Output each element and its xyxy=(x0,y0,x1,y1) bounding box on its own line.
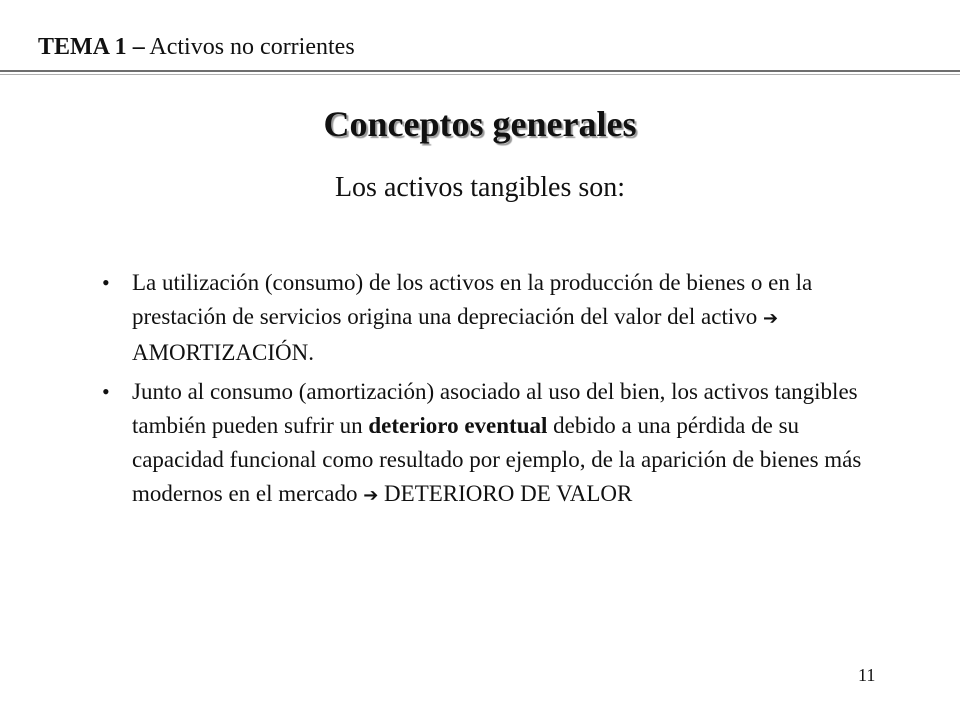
topic-number: TEMA 1 xyxy=(38,34,127,60)
right-arrow-icon: ➔ xyxy=(363,485,379,506)
header-rule-thin xyxy=(0,74,960,75)
bullet-text-continued: debido a una pérdida de su capacidad funcional como resultado por ejemplo, de la aparición de bienes más modernos en el mercado xyxy=(132,413,862,506)
page-number: 11 xyxy=(858,665,876,685)
bullet-result: AMORTIZACIÓN. xyxy=(132,340,314,365)
slide-subtitle: Los activos tangibles son: xyxy=(334,172,626,203)
slide-title: Conceptos generales xyxy=(323,104,637,144)
right-arrow-icon: ➔ xyxy=(762,308,779,329)
header-rule xyxy=(0,70,960,72)
bullet-dot: • xyxy=(102,270,110,295)
bullet-dot: • xyxy=(102,379,110,404)
bullet-text: Junto al consumo (amortización) asociado al uso del bien, los activos tangibles también pueden sufrir un xyxy=(132,379,858,438)
bullet-list xyxy=(96,266,886,518)
topic-name: Activos no corrientes xyxy=(149,34,355,60)
bullet-result: DETERIORO DE VALOR xyxy=(384,481,633,506)
header-dash: – xyxy=(132,34,145,60)
bullet-item xyxy=(96,375,886,513)
bullet-text: La utilización (consumo) de los activos en la producción de bienes o en la prestación de servicios origina una depreciación del valor del activo xyxy=(132,270,813,329)
bullet-emphasis: deterioro eventual xyxy=(368,413,548,438)
slide-header xyxy=(38,32,355,62)
bullet-item xyxy=(96,266,886,370)
